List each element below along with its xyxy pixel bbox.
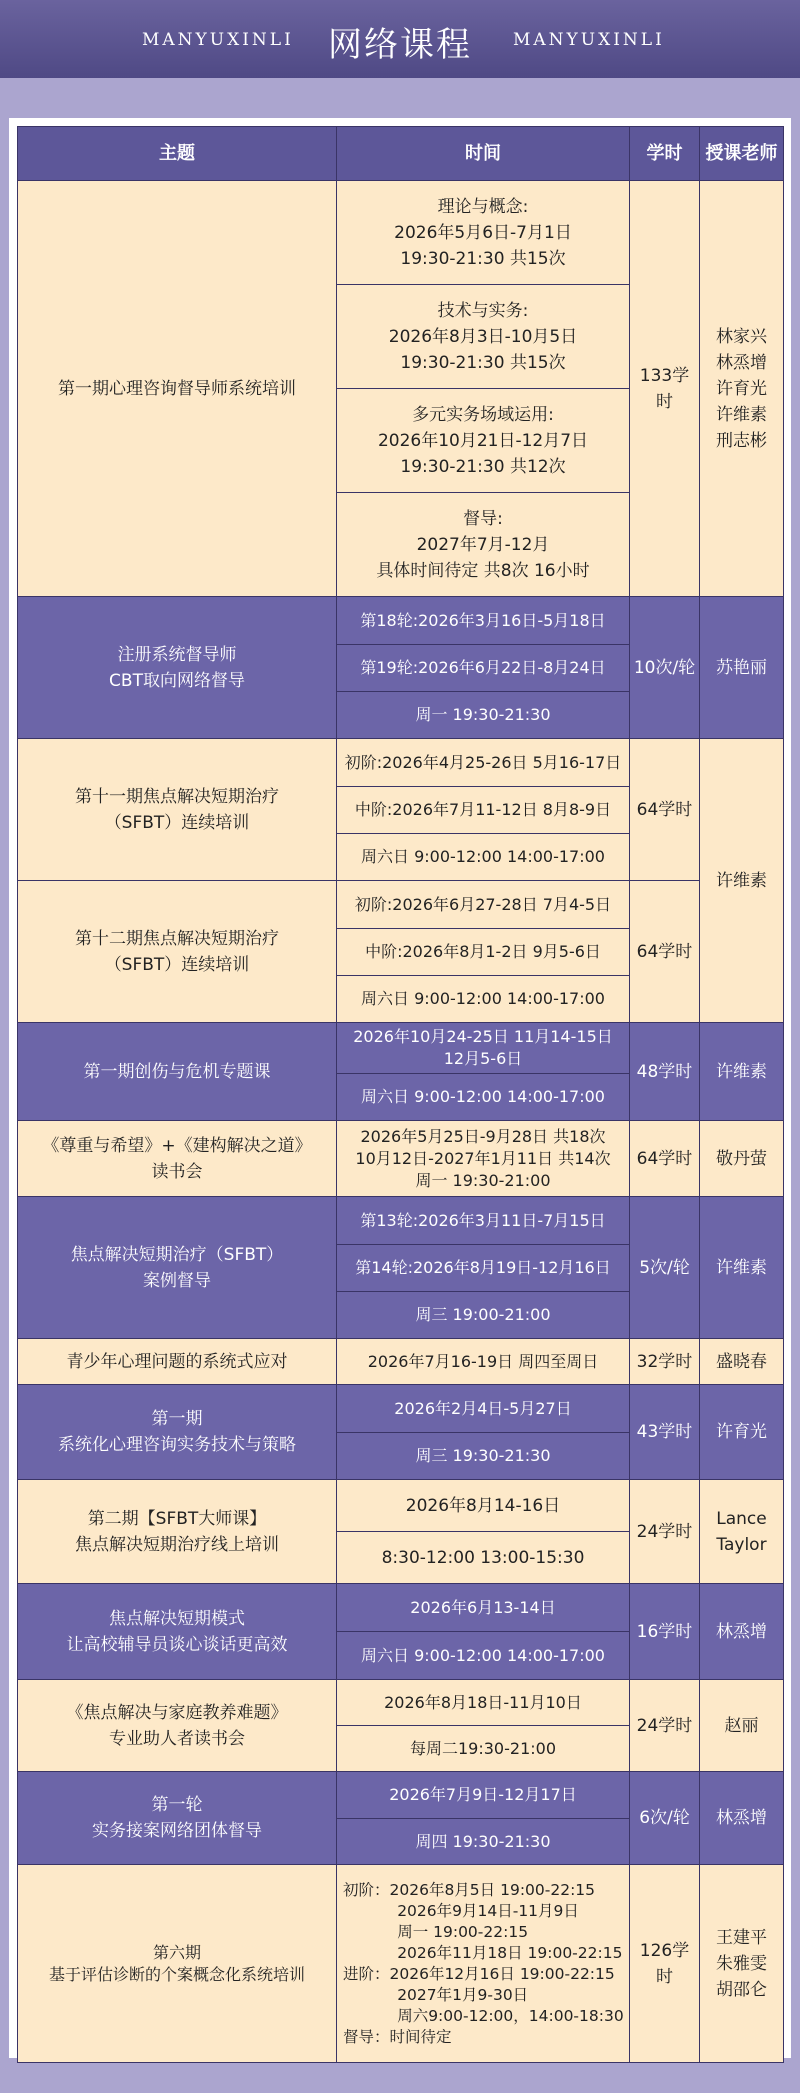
course-time: 技术与实务: 2026年8月3日-10月5日 19:30-21:30 共15次 — [337, 285, 630, 389]
header-teacher: 授课老师 — [700, 127, 784, 181]
table-row — [18, 1385, 784, 1433]
course-time: 周四 19:30-21:30 — [337, 1819, 630, 1865]
course-teacher: 许育光 — [700, 1385, 784, 1480]
course-time: 8:30-12:00 13:00-15:30 — [337, 1532, 630, 1584]
header-topic: 主题 — [18, 127, 337, 181]
course-time: 多元实务场域运用: 2026年10月21日-12月7日 19:30-21:30 共12次 — [337, 389, 630, 493]
table-row — [18, 1197, 784, 1245]
course-topic: 第六期 基于评估诊断的个案概念化系统培训 — [18, 1865, 337, 2063]
course-hours: 126学时 — [630, 1865, 700, 2063]
table-row — [18, 181, 784, 285]
course-topic: 焦点解决短期治疗（SFBT） 案例督导 — [18, 1197, 337, 1339]
table-row — [18, 597, 784, 645]
course-time: 2026年7月9日-12月17日 — [337, 1772, 630, 1819]
brand-right: MANYUXINLI — [513, 30, 665, 50]
course-hours: 43学时 — [630, 1385, 700, 1480]
course-topic: 焦点解决短期模式 让高校辅导员谈心谈话更高效 — [18, 1584, 337, 1680]
course-time: 周三 19:00-21:00 — [337, 1292, 630, 1339]
course-topic: 第一期创伤与危机专题课 — [18, 1023, 337, 1121]
table-row — [18, 739, 784, 787]
course-topic: 第一期 系统化心理咨询实务技术与策略 — [18, 1385, 337, 1480]
course-time: 2026年10月24-25日 11月14-15日 12月5-6日 — [337, 1023, 630, 1074]
table-row — [18, 1680, 784, 1726]
course-hours: 5次/轮 — [630, 1197, 700, 1339]
course-teacher: 林烝增 — [700, 1772, 784, 1865]
course-time: 周六日 9:00-12:00 14:00-17:00 — [337, 1632, 630, 1680]
course-hours: 16学时 — [630, 1584, 700, 1680]
course-hours: 64学时 — [630, 739, 700, 881]
table-row — [18, 1772, 784, 1819]
course-time: 2026年6月13-14日 — [337, 1584, 630, 1632]
table-header-row — [18, 127, 784, 181]
table-row — [18, 881, 784, 929]
course-time: 第13轮:2026年3月11日-7月15日 — [337, 1197, 630, 1245]
table-row — [18, 1865, 784, 2063]
course-time: 周六日 9:00-12:00 14:00-17:00 — [337, 834, 630, 881]
table-row — [18, 1480, 784, 1532]
course-teacher: 许维素 — [700, 1023, 784, 1121]
course-hours: 48学时 — [630, 1023, 700, 1121]
course-topic: 《尊重与希望》+《建构解决之道》 读书会 — [18, 1121, 337, 1197]
header-time: 时间 — [337, 127, 630, 181]
page-title: 网络课程 — [328, 25, 472, 65]
course-time: 周六日 9:00-12:00 14:00-17:00 — [337, 1074, 630, 1121]
course-time: 第14轮:2026年8月19日-12月16日 — [337, 1245, 630, 1292]
course-time: 2026年2月4日-5月27日 — [337, 1385, 630, 1433]
course-time: 初阶:2026年6月27-28日 7月4-5日 — [337, 881, 630, 929]
course-time: 2026年5月25日-9月28日 共18次 10月12日-2027年1月11日 共14次 周一 19:30-21:00 — [337, 1121, 630, 1197]
course-topic: 青少年心理问题的系统式应对 — [18, 1339, 337, 1385]
course-topic: 第一期心理咨询督导师系统培训 — [18, 181, 337, 597]
course-hours: 64学时 — [630, 1121, 700, 1197]
course-teacher: 林家兴 林烝增 许育光 许维素 刑志彬 — [700, 181, 784, 597]
course-teacher: 许维素 — [700, 739, 784, 1023]
course-time: 理论与概念: 2026年5月6日-7月1日 19:30-21:30 共15次 — [337, 181, 630, 285]
course-time: 2026年8月18日-11月10日 — [337, 1680, 630, 1726]
course-hours: 32学时 — [630, 1339, 700, 1385]
course-time: 第18轮:2026年3月16日-5月18日 — [337, 597, 630, 645]
course-topic: 第二期【SFBT大师课】 焦点解决短期治疗线上培训 — [18, 1480, 337, 1584]
course-time: 周三 19:30-21:30 — [337, 1433, 630, 1480]
course-hours: 6次/轮 — [630, 1772, 700, 1865]
table-row — [18, 1121, 784, 1197]
course-topic: 注册系统督导师 CBT取向网络督导 — [18, 597, 337, 739]
course-time: 中阶:2026年8月1-2日 9月5-6日 — [337, 929, 630, 976]
course-panel — [9, 118, 791, 2058]
course-teacher: Lance Taylor — [700, 1480, 784, 1584]
course-time: 中阶:2026年7月11-12日 8月8-9日 — [337, 787, 630, 834]
course-teacher: 赵丽 — [700, 1680, 784, 1772]
course-teacher: 王建平 朱雅雯 胡邵仑 — [700, 1865, 784, 2063]
course-time: 督导: 2027年7月-12月 具体时间待定 共8次 16小时 — [337, 493, 630, 597]
course-hours: 24学时 — [630, 1480, 700, 1584]
course-time: 每周二19:30-21:00 — [337, 1726, 630, 1772]
course-topic: 第十一期焦点解决短期治疗 （SFBT）连续培训 — [18, 739, 337, 881]
table-row — [18, 1584, 784, 1632]
course-time: 2026年8月14-16日 — [337, 1480, 630, 1532]
course-hours: 10次/轮 — [630, 597, 700, 739]
course-teacher: 敬丹萤 — [700, 1121, 784, 1197]
course-teacher: 盛晓春 — [700, 1339, 784, 1385]
course-time: 周六日 9:00-12:00 14:00-17:00 — [337, 976, 630, 1023]
course-table — [17, 126, 784, 2063]
course-teacher: 许维素 — [700, 1197, 784, 1339]
course-hours: 133学时 — [630, 181, 700, 597]
course-topic: 第一轮 实务接案网络团体督导 — [18, 1772, 337, 1865]
course-topic: 第十二期焦点解决短期治疗 （SFBT）连续培训 — [18, 881, 337, 1023]
course-time: 初阶：2026年8月5日 19:00-22:15 2026年9月14日-11月9日 周一 19:00-22:15 2026年11月18日 19:00-22:15 进阶：2026年12月16日 19:00-22:15 2027年1月9-30日 周六9:00-12:00，14:00-18:30 督导：时间待定 — [337, 1865, 630, 2063]
course-topic: 《焦点解决与家庭教养难题》 专业助人者读书会 — [18, 1680, 337, 1772]
course-teacher: 苏艳丽 — [700, 597, 784, 739]
table-row — [18, 1023, 784, 1074]
page-header — [0, 0, 800, 78]
header-hours: 学时 — [630, 127, 700, 181]
course-hours: 24学时 — [630, 1680, 700, 1772]
table-row — [18, 1339, 784, 1385]
course-time: 初阶:2026年4月25-26日 5月16-17日 — [337, 739, 630, 787]
course-time: 周一 19:30-21:30 — [337, 692, 630, 739]
course-hours: 64学时 — [630, 881, 700, 1023]
brand-left: MANYUXINLI — [142, 30, 294, 50]
course-time: 第19轮:2026年6月22日-8月24日 — [337, 645, 630, 692]
course-time: 2026年7月16-19日 周四至周日 — [337, 1339, 630, 1385]
course-teacher: 林烝增 — [700, 1584, 784, 1680]
